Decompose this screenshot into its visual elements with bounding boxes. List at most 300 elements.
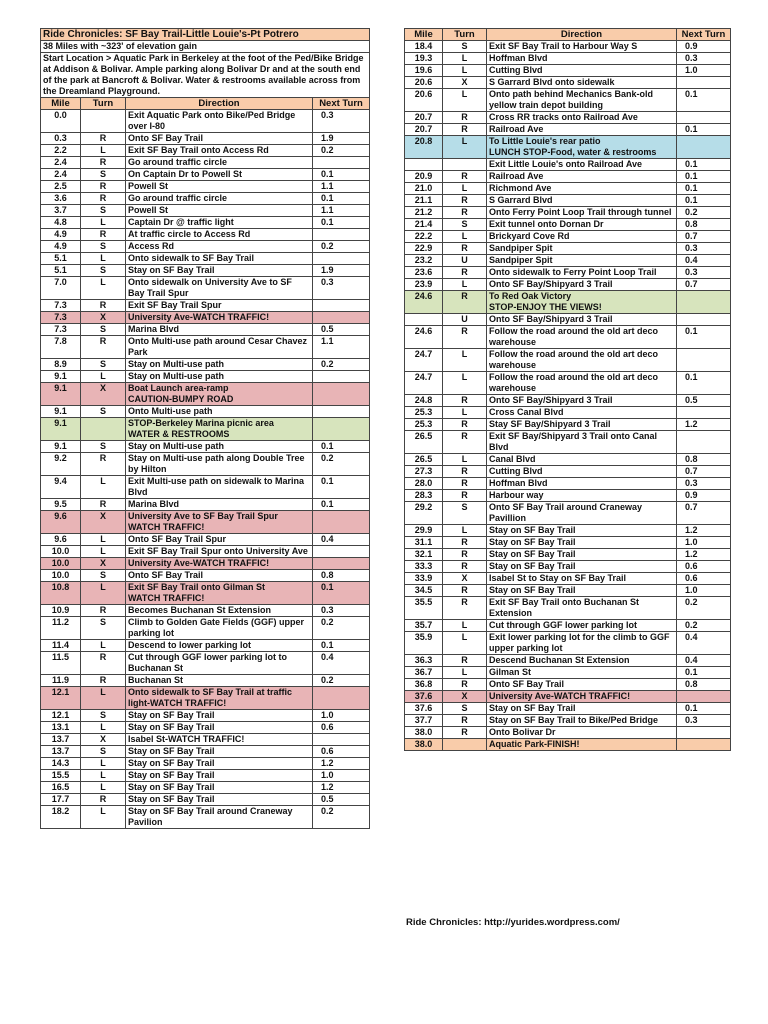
cue-next-turn: 0.8 (677, 219, 731, 231)
cue-row (41, 546, 370, 558)
cue-row (41, 406, 370, 418)
cue-row (41, 205, 370, 217)
cue-row (41, 746, 370, 758)
cue-next-turn: 0.4 (313, 652, 370, 675)
cue-mile: 10.0 (41, 558, 81, 570)
cue-mile: 16.5 (41, 782, 81, 794)
cue-mile: 23.2 (405, 255, 443, 267)
cue-direction: Stay on SF Bay Trail (126, 722, 313, 734)
cue-row (405, 703, 731, 715)
cue-turn: R (81, 794, 126, 806)
cue-mile: 37.6 (405, 703, 443, 715)
cue-next-turn: 1.1 (313, 181, 370, 193)
cue-row (41, 675, 370, 687)
cue-next-turn: 0.5 (313, 324, 370, 336)
cue-direction: Stay on SF Bay Trail to Bike/Ped Bridge (487, 715, 677, 727)
cue-next-turn: 1.2 (677, 549, 731, 561)
cue-direction: Stay on SF Bay Trail (126, 782, 313, 794)
cue-turn: R (443, 291, 487, 314)
cue-turn: U (443, 255, 487, 267)
cue-next-turn: 0.1 (677, 372, 731, 395)
cue-row (405, 326, 731, 349)
cue-row (405, 537, 731, 549)
cue-next-turn (313, 253, 370, 265)
cue-direction: Stay on SF Bay Trail (487, 703, 677, 715)
cue-mile: 10.0 (41, 546, 81, 558)
cue-next-turn: 0.2 (677, 620, 731, 632)
cue-turn: L (81, 582, 126, 605)
cue-direction: Onto SF Bay Trail (126, 570, 313, 582)
cue-row (405, 255, 731, 267)
cue-turn (443, 159, 487, 171)
cue-turn: R (81, 652, 126, 675)
cue-next-turn: 0.1 (313, 499, 370, 511)
cue-direction: Onto sidewalk to SF Bay Trail at traffic light-WATCH TRAFFIC! (126, 687, 313, 710)
cue-direction: Harbour way (487, 490, 677, 502)
cue-direction: Stay on SF Bay Trail (487, 549, 677, 561)
cue-direction: Brickyard Cove Rd (487, 231, 677, 243)
cue-row (405, 291, 731, 314)
cue-direction: Exit lower parking lot for the climb to GGF upper parking lot (487, 632, 677, 655)
cue-mile: 20.9 (405, 171, 443, 183)
cue-next-turn: 0.9 (677, 41, 731, 53)
cue-next-turn (313, 546, 370, 558)
cue-mile: 9.6 (41, 511, 81, 534)
cue-direction: Isabel St-WATCH TRAFFIC! (126, 734, 313, 746)
cue-row (405, 655, 731, 667)
cue-turn: L (443, 65, 487, 77)
cue-direction: Powell St (126, 205, 313, 217)
cue-turn: R (81, 336, 126, 359)
cue-turn: U (443, 314, 487, 326)
cue-turn: R (443, 561, 487, 573)
cue-next-turn: 0.2 (313, 617, 370, 640)
cue-next-turn (677, 739, 731, 751)
cue-row (41, 229, 370, 241)
cue-next-turn: 0.7 (677, 466, 731, 478)
cue-turn: R (81, 675, 126, 687)
cue-next-turn: 0.2 (313, 359, 370, 371)
cue-direction: Climb to Golden Gate Fields (GGF) upper parking lot (126, 617, 313, 640)
cue-direction: Exit SF Bay Trail onto Buchanan St Extension (487, 597, 677, 620)
cue-direction: Access Rd (126, 241, 313, 253)
cue-direction: S Garrard Blvd (487, 195, 677, 207)
cue-row (405, 183, 731, 195)
cue-next-turn: 0.1 (677, 703, 731, 715)
cue-row (41, 241, 370, 253)
cue-mile: 4.9 (41, 229, 81, 241)
cue-direction: Onto SF Bay/Shipyard 3 Trail (487, 314, 677, 326)
cue-row (405, 279, 731, 291)
cue-next-turn: 1.2 (677, 419, 731, 431)
cue-direction: Onto sidewalk on University Ave to SF Bay Trail Spur (126, 277, 313, 300)
cue-turn (443, 739, 487, 751)
cue-turn: R (81, 133, 126, 145)
cue-next-turn (677, 691, 731, 703)
cue-direction: Stay SF Bay/Shipyard 3 Trail (487, 419, 677, 431)
cue-next-turn (677, 77, 731, 89)
cue-next-turn (313, 687, 370, 710)
cue-row (41, 181, 370, 193)
cue-mile: 35.9 (405, 632, 443, 655)
cue-row (405, 454, 731, 466)
cue-next-turn: 0.1 (677, 183, 731, 195)
cue-next-turn: 0.1 (677, 667, 731, 679)
cue-row (41, 110, 370, 133)
cue-row (405, 124, 731, 136)
cue-turn: R (443, 585, 487, 597)
cue-next-turn: 0.3 (677, 715, 731, 727)
cue-row (41, 617, 370, 640)
cue-row (405, 466, 731, 478)
cue-mile: 12.1 (41, 687, 81, 710)
cue-row (405, 739, 731, 751)
cue-row (405, 549, 731, 561)
cue-row (41, 758, 370, 770)
cue-direction: Stay on SF Bay Trail (126, 770, 313, 782)
cue-next-turn: 1.0 (677, 585, 731, 597)
cue-direction: Onto Bolivar Dr (487, 727, 677, 739)
cue-row (41, 782, 370, 794)
cue-turn: S (81, 441, 126, 453)
cue-row (405, 267, 731, 279)
cue-mile: 18.4 (405, 41, 443, 53)
cue-row (41, 133, 370, 145)
cue-direction: Railroad Ave (487, 171, 677, 183)
cue-row (405, 219, 731, 231)
header-direction: Direction (487, 29, 677, 41)
cue-row (405, 490, 731, 502)
cue-row (405, 231, 731, 243)
cue-direction: Stay on SF Bay Trail around Craneway Pavilion (126, 806, 313, 829)
cue-turn: X (81, 383, 126, 406)
cue-next-turn: 0.2 (313, 675, 370, 687)
cue-mile: 10.0 (41, 570, 81, 582)
cue-direction: Exit SF Bay Trail Spur (126, 300, 313, 312)
cue-next-turn: 1.2 (313, 782, 370, 794)
cue-mile: 9.5 (41, 499, 81, 511)
cue-next-turn: 0.3 (313, 277, 370, 300)
cue-direction: Go around traffic circle (126, 193, 313, 205)
cue-turn: L (81, 145, 126, 157)
start-location-row (41, 53, 370, 98)
cue-direction: Onto SF Bay Trail Spur (126, 534, 313, 546)
cue-next-turn: 0.3 (677, 478, 731, 490)
cue-next-turn: 0.1 (313, 640, 370, 652)
cue-row (41, 534, 370, 546)
cue-direction: Stay on SF Bay Trail (126, 758, 313, 770)
cue-mile: 14.3 (41, 758, 81, 770)
cue-direction: S Garrard Blvd onto sidewalk (487, 77, 677, 89)
cue-direction: Cutting Blvd (487, 65, 677, 77)
cue-turn: R (443, 679, 487, 691)
cue-direction: Aquatic Park-FINISH! (487, 739, 677, 751)
cue-mile (405, 159, 443, 171)
cue-mile: 7.3 (41, 312, 81, 324)
cue-row (405, 395, 731, 407)
cue-mile: 9.1 (41, 441, 81, 453)
cue-next-turn (677, 136, 731, 159)
cue-next-turn: 0.6 (677, 561, 731, 573)
cue-direction: Boat Launch area-ramp CAUTION-BUMPY ROAD (126, 383, 313, 406)
cue-row (405, 561, 731, 573)
cue-turn: R (443, 326, 487, 349)
cue-turn: R (443, 195, 487, 207)
cue-turn: S (81, 359, 126, 371)
cue-turn: S (81, 570, 126, 582)
cue-mile: 2.2 (41, 145, 81, 157)
cue-row (405, 372, 731, 395)
cue-row (41, 511, 370, 534)
cue-direction: Cut through GGF lower parking lot to Buchanan St (126, 652, 313, 675)
cue-row (41, 605, 370, 617)
cue-row (405, 407, 731, 419)
cue-mile: 9.1 (41, 418, 81, 441)
cue-mile: 8.9 (41, 359, 81, 371)
cue-turn: S (443, 703, 487, 715)
cue-turn: R (443, 395, 487, 407)
cue-next-turn: 1.2 (677, 525, 731, 537)
cue-turn: R (443, 112, 487, 124)
cue-direction: Stay on SF Bay Trail (487, 585, 677, 597)
cue-row (41, 336, 370, 359)
cue-turn: R (443, 171, 487, 183)
cue-direction: Marina Blvd (126, 499, 313, 511)
cue-next-turn: 0.6 (313, 746, 370, 758)
cue-mile: 24.6 (405, 291, 443, 314)
cue-turn: R (81, 229, 126, 241)
cue-next-turn: 0.6 (313, 722, 370, 734)
cue-next-turn: 0.3 (313, 605, 370, 617)
cue-direction: On Captain Dr to Powell St (126, 169, 313, 181)
cue-next-turn: 0.7 (677, 231, 731, 243)
cue-direction: University Ave to SF Bay Trail Spur WATCH TRAFFIC! (126, 511, 313, 534)
cue-next-turn (313, 157, 370, 169)
cue-row (41, 300, 370, 312)
cue-next-turn: 0.2 (313, 145, 370, 157)
cue-direction: Onto SF Bay/Shipyard 3 Trail (487, 279, 677, 291)
cue-mile: 0.3 (41, 133, 81, 145)
cue-mile: 26.5 (405, 454, 443, 466)
cue-turn: L (443, 632, 487, 655)
cue-mile: 4.9 (41, 241, 81, 253)
cue-direction: Onto SF Bay Trail around Craneway Pavillion (487, 502, 677, 525)
cue-mile: 21.0 (405, 183, 443, 195)
cue-turn: L (81, 277, 126, 300)
cue-direction: Exit Aquatic Park onto Bike/Ped Bridge over I-80 (126, 110, 313, 133)
cue-row (405, 585, 731, 597)
cue-mile: 21.1 (405, 195, 443, 207)
cue-row (41, 558, 370, 570)
cue-mile: 7.3 (41, 300, 81, 312)
cue-mile: 4.8 (41, 217, 81, 229)
cue-mile: 28.3 (405, 490, 443, 502)
cue-direction: Exit tunnel onto Dornan Dr (487, 219, 677, 231)
cue-row (41, 371, 370, 383)
cue-turn: X (81, 312, 126, 324)
cue-direction: To Red Oak Victory STOP-ENJOY THE VIEWS! (487, 291, 677, 314)
cue-row (405, 112, 731, 124)
cue-direction: Gilman St (487, 667, 677, 679)
header-direction: Direction (126, 98, 313, 110)
cue-direction: Onto Multi-use path around Cesar Chavez Park (126, 336, 313, 359)
cue-direction: Stay on SF Bay Trail (126, 710, 313, 722)
cue-direction: Exit SF Bay Trail Spur onto University Ave (126, 546, 313, 558)
cue-mile: 36.3 (405, 655, 443, 667)
cue-row (405, 349, 731, 372)
cue-next-turn (677, 431, 731, 454)
cue-row (41, 582, 370, 605)
cue-turn: R (443, 490, 487, 502)
cue-row (41, 157, 370, 169)
cue-next-turn: 0.2 (313, 241, 370, 253)
cue-turn: R (443, 419, 487, 431)
cue-mile: 7.8 (41, 336, 81, 359)
cue-direction: Onto Multi-use path (126, 406, 313, 418)
cue-next-turn: 0.2 (677, 207, 731, 219)
cue-turn: L (443, 136, 487, 159)
cue-direction: Canal Blvd (487, 454, 677, 466)
cue-next-turn: 0.8 (313, 570, 370, 582)
cue-mile: 2.5 (41, 181, 81, 193)
cue-row (41, 324, 370, 336)
cue-next-turn: 1.0 (313, 710, 370, 722)
cue-turn: R (443, 267, 487, 279)
cue-turn: L (443, 183, 487, 195)
cue-mile: 24.8 (405, 395, 443, 407)
cue-mile: 32.1 (405, 549, 443, 561)
cue-mile: 24.7 (405, 349, 443, 372)
cue-row (405, 667, 731, 679)
cue-row (405, 159, 731, 171)
cue-next-turn: 1.9 (313, 133, 370, 145)
cue-mile: 24.6 (405, 326, 443, 349)
cue-turn: R (443, 124, 487, 136)
cue-mile: 9.2 (41, 453, 81, 476)
cue-next-turn: 0.4 (313, 534, 370, 546)
cue-next-turn (313, 229, 370, 241)
cue-mile: 33.3 (405, 561, 443, 573)
cue-next-turn: 0.8 (677, 454, 731, 466)
doc-subtitle: 38 Miles with ~323' of elevation gain (41, 41, 370, 53)
cue-direction: Sandpiper Spit (487, 255, 677, 267)
cue-mile: 11.9 (41, 675, 81, 687)
cue-mile: 22.9 (405, 243, 443, 255)
cue-row (41, 418, 370, 441)
cue-turn: X (81, 734, 126, 746)
header-turn: Turn (81, 98, 126, 110)
cue-row (405, 679, 731, 691)
cue-direction: Onto SF Bay/Shipyard 3 Trail (487, 395, 677, 407)
cue-row (405, 573, 731, 585)
cue-next-turn: 0.9 (677, 490, 731, 502)
cue-mile: 24.7 (405, 372, 443, 395)
cue-row (405, 620, 731, 632)
cue-direction: Captain Dr @ traffic light (126, 217, 313, 229)
cue-next-turn: 0.2 (313, 453, 370, 476)
cue-next-turn (677, 349, 731, 372)
cue-next-turn (313, 383, 370, 406)
cue-mile: 22.2 (405, 231, 443, 243)
cue-direction: Go around traffic circle (126, 157, 313, 169)
cue-row (41, 265, 370, 277)
cue-row (41, 687, 370, 710)
doc-title: Ride Chronicles: SF Bay Trail-Little Louie's-Pt Potrero (41, 29, 370, 41)
cue-mile: 9.6 (41, 534, 81, 546)
cue-mile: 9.1 (41, 383, 81, 406)
cue-turn: R (443, 478, 487, 490)
cue-direction: Cutting Blvd (487, 466, 677, 478)
cue-next-turn: 0.1 (313, 441, 370, 453)
cue-turn: R (443, 431, 487, 454)
cue-direction: Stay on Multi-use path along Double Tree by Hilton (126, 453, 313, 476)
cue-turn: L (81, 722, 126, 734)
cue-row (405, 597, 731, 620)
cue-mile: 12.1 (41, 710, 81, 722)
cue-turn: L (81, 782, 126, 794)
cue-direction: Hoffman Blvd (487, 53, 677, 65)
cue-turn: R (443, 537, 487, 549)
cue-turn: R (443, 727, 487, 739)
cue-direction: Stay on SF Bay Trail (487, 537, 677, 549)
cue-next-turn: 0.1 (313, 582, 370, 605)
cue-direction: Descend Buchanan St Extension (487, 655, 677, 667)
cue-next-turn: 0.5 (313, 794, 370, 806)
cue-turn (81, 418, 126, 441)
cue-direction: To Little Louie's rear patio LUNCH STOP-Food, water & restrooms (487, 136, 677, 159)
cue-mile: 9.1 (41, 371, 81, 383)
cue-next-turn (313, 558, 370, 570)
cue-mile: 25.3 (405, 419, 443, 431)
cue-turn: R (443, 715, 487, 727)
cue-row (405, 478, 731, 490)
cue-turn: R (443, 466, 487, 478)
cue-next-turn: 0.1 (677, 89, 731, 112)
cue-mile: 37.6 (405, 691, 443, 703)
cue-row (405, 195, 731, 207)
cue-next-turn: 0.4 (677, 632, 731, 655)
cue-turn: X (443, 691, 487, 703)
cue-turn: R (443, 243, 487, 255)
cue-row (405, 502, 731, 525)
cue-row (41, 570, 370, 582)
cue-row (405, 41, 731, 53)
cue-row (41, 794, 370, 806)
cue-turn: L (81, 476, 126, 499)
cue-direction: Stay on SF Bay Trail (126, 794, 313, 806)
header-next-turn: Next Turn (677, 29, 731, 41)
cue-turn: L (443, 525, 487, 537)
cue-row (41, 476, 370, 499)
cue-turn: X (443, 77, 487, 89)
cue-mile: 20.6 (405, 89, 443, 112)
cue-mile: 0.0 (41, 110, 81, 133)
cue-turn: L (81, 371, 126, 383)
cue-row (405, 136, 731, 159)
cue-next-turn: 0.6 (677, 573, 731, 585)
cue-next-turn: 0.1 (677, 159, 731, 171)
header-row (41, 98, 370, 110)
cue-mile: 20.6 (405, 77, 443, 89)
footer-credit: Ride Chronicles: http://yurides.wordpress.com/ (406, 917, 620, 928)
cue-next-turn: 0.4 (677, 255, 731, 267)
cue-turn: R (443, 207, 487, 219)
header-row (405, 29, 731, 41)
cue-direction: Powell St (126, 181, 313, 193)
cue-mile: 20.8 (405, 136, 443, 159)
cue-row (41, 499, 370, 511)
cue-row (41, 169, 370, 181)
